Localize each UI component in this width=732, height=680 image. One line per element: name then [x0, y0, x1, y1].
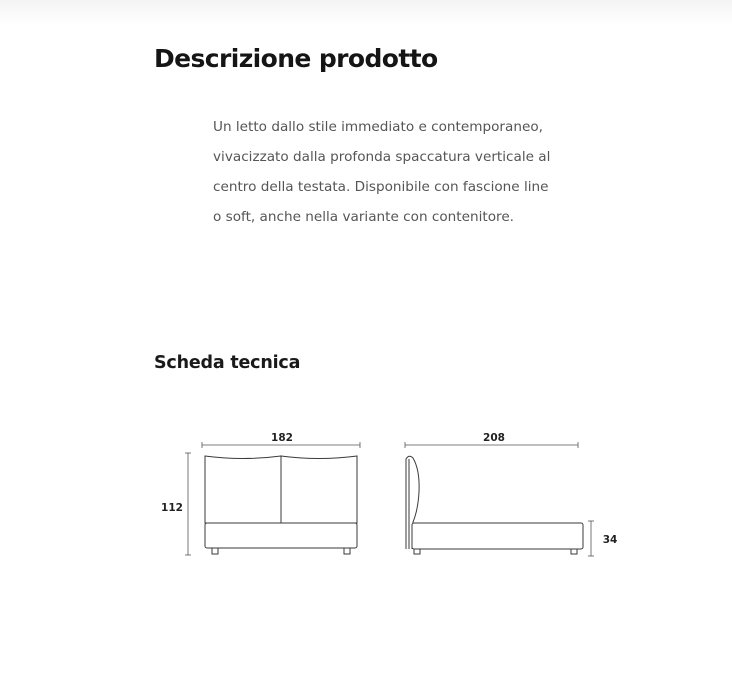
side-length-label: 208 — [483, 432, 505, 444]
front-width-label: 182 — [271, 432, 293, 444]
side-frame-height-dimension-line — [588, 521, 594, 556]
product-description-text: Un letto dallo stile immediato e contemporaneo, vivacizzato dalla profonda spaccatura verticale al centro della testata. Disponibile con fascione line o soft, anche nella variante con contenitore. — [213, 119, 551, 225]
product-description-title: Descrizione prodotto — [154, 44, 438, 73]
bed-side-view-drawing — [406, 456, 583, 554]
side-frame-height-label: 34 — [602, 534, 618, 546]
front-height-dimension-line — [185, 453, 191, 555]
tech-sheet-title: Scheda tecnica — [154, 353, 301, 373]
front-height-label: 112 — [161, 502, 183, 514]
bed-front-view-drawing — [205, 456, 357, 554]
